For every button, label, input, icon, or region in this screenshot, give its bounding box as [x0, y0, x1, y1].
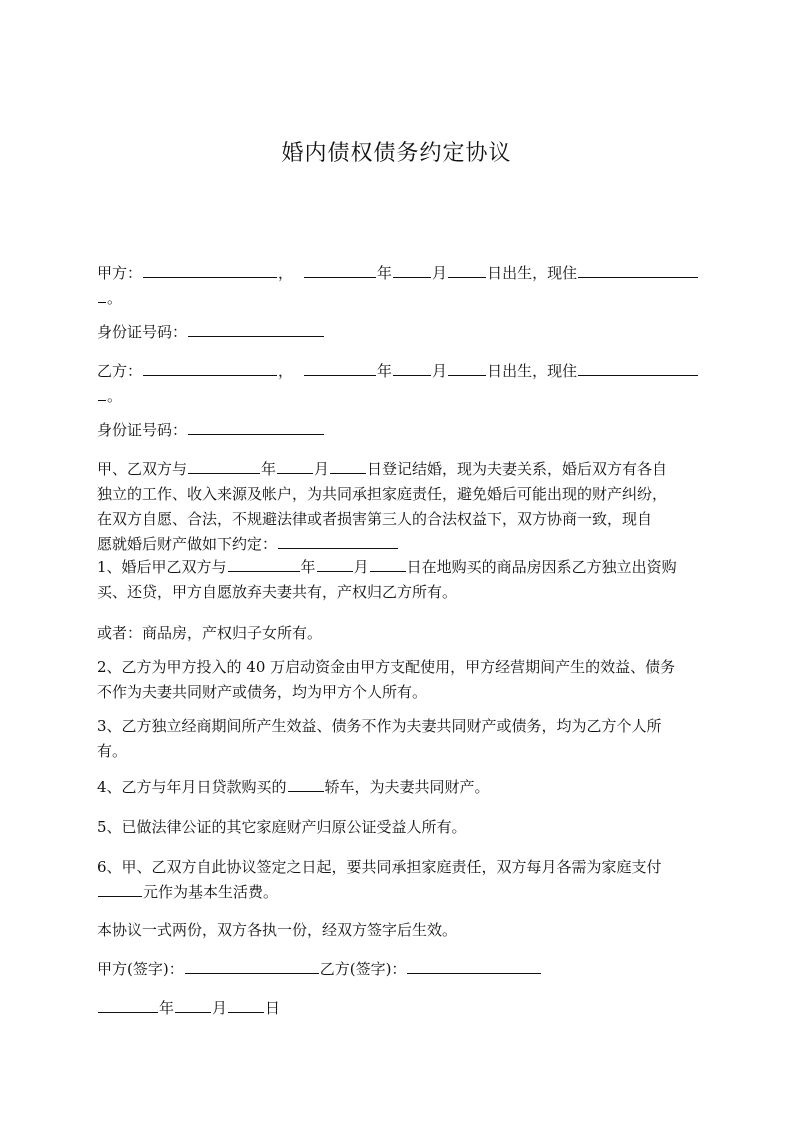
period: 。 [107, 387, 123, 405]
clause-2-line2: 不作为夫妻共同财产或债务，均为甲方个人所有。 [97, 683, 428, 701]
year-text: 年 [300, 558, 316, 576]
month-text: 月 [314, 460, 330, 478]
party-a-address-blank[interactable] [578, 261, 698, 278]
party-b-info [97, 359, 709, 409]
clause-4 [97, 775, 709, 800]
clause-5: 5、已做法律公证的其它家庭财产归原公证受益人所有。 [97, 818, 467, 836]
party-b-name-blank[interactable] [143, 359, 277, 376]
preamble-lead: 甲、乙双方与 [97, 460, 188, 478]
clause-3-line2: 有。 [97, 742, 128, 760]
clause-1-line2: 买、还贷，甲方自愿放弃夫妻共有，产权归乙方所有。 [97, 583, 458, 601]
preamble-line1-rest: 日登记结婚，现为夫妻关系，婚后双方有各自 [367, 460, 668, 478]
document-title: 婚内债权债务约定协议 [281, 141, 512, 166]
purchase-month-blank[interactable] [317, 555, 353, 572]
party-a-label: 甲方： [97, 264, 143, 282]
sign-day-blank[interactable] [228, 996, 264, 1013]
marriage-year-blank[interactable] [188, 457, 260, 474]
period: 。 [107, 289, 123, 307]
party-a-id [97, 320, 709, 345]
party-b-label: 乙方： [97, 362, 143, 380]
purchase-day-blank[interactable] [370, 555, 406, 572]
car-blank[interactable] [288, 775, 324, 792]
day-text: 日 [265, 999, 281, 1017]
party-b-address-blank-cont[interactable] [98, 384, 106, 401]
month-text: 月 [432, 264, 448, 282]
date-line [97, 996, 709, 1021]
year-text: 年 [159, 999, 175, 1017]
clause-2 [97, 655, 709, 705]
month-text: 月 [432, 362, 448, 380]
or-clause: 或者：商品房，产权归子女所有。 [97, 624, 323, 642]
clause-3-line1: 3、乙方独立经商期间所产生效益、债务不作为夫妻共同财产或债务，均为乙方个人所 [97, 717, 662, 735]
clause-3 [97, 714, 709, 764]
preamble [97, 457, 709, 557]
preamble-line2: 独立的工作、收入来源及帐户，为共同承担家庭责任，避免婚后可能出现的财产纠纷， [97, 485, 668, 503]
party-a-id-label: 身份证号码： [97, 323, 188, 341]
marriage-day-blank[interactable] [330, 457, 366, 474]
clause-1-lead: 1、婚后甲乙双方与 [97, 558, 227, 576]
party-a-address-blank-cont[interactable] [98, 286, 106, 303]
effect-clause: 本协议一式两份，双方各执一份，经双方签字后生效。 [97, 921, 458, 939]
clause-6-line1: 6、甲、乙双方自此协议签定之日起，要共同承担家庭责任，双方每月各需为家庭支付 [97, 858, 662, 876]
sign-year-blank[interactable] [98, 996, 158, 1013]
party-a-birth-year-blank[interactable] [304, 261, 376, 278]
comma: ， [278, 264, 294, 282]
party-a-signature-label: 甲方(签字)： [97, 960, 184, 978]
clause-4-lead: 4、乙方与年月日贷款购买的 [97, 778, 287, 796]
marriage-month-blank[interactable] [277, 457, 313, 474]
born-residence-text: 日出生，现住 [487, 264, 578, 282]
purchase-year-blank[interactable] [228, 555, 300, 572]
living-expense-blank[interactable] [98, 880, 142, 897]
clause-2-line1: 2、乙方为甲方投入的 40 万启动资金由甲方支配使用，甲方经营期间产生的效益、债务 [97, 658, 676, 676]
clause-1-line1-rest: 日在地购买的商品房因系乙方独立出资购 [406, 558, 677, 576]
clause-6-line2-rest: 元作为基本生活费。 [143, 883, 279, 901]
clause-1 [97, 555, 709, 605]
born-residence-text: 日出生，现住 [487, 362, 578, 380]
party-a-id-blank[interactable] [188, 320, 324, 337]
party-a-birth-day-blank[interactable] [448, 261, 486, 278]
party-b-birth-year-blank[interactable] [304, 359, 376, 376]
comma: ， [278, 362, 294, 380]
party-a-info [97, 261, 709, 311]
party-b-signature-blank[interactable] [407, 957, 541, 974]
month-text: 月 [353, 558, 369, 576]
year-text: 年 [377, 264, 393, 282]
month-text: 月 [212, 999, 228, 1017]
party-b-id-blank[interactable] [188, 418, 324, 435]
party-b-id-label: 身份证号码： [97, 421, 188, 439]
clause-4-rest: 轿车，为夫妻共同财产。 [324, 778, 490, 796]
signature-line [97, 957, 709, 982]
preamble-line4: 愿就婚后财产做如下约定： [97, 535, 278, 553]
party-b-birth-month-blank[interactable] [393, 359, 431, 376]
clause-6 [97, 855, 709, 905]
party-a-birth-month-blank[interactable] [393, 261, 431, 278]
party-b-address-blank[interactable] [578, 359, 698, 376]
agreement-blank[interactable] [278, 532, 398, 549]
year-text: 年 [261, 460, 277, 478]
party-b-signature-label: 乙方(签字)： [319, 960, 407, 978]
party-b-id [97, 418, 709, 443]
year-text: 年 [377, 362, 393, 380]
party-a-signature-blank[interactable] [185, 957, 319, 974]
party-b-birth-day-blank[interactable] [448, 359, 486, 376]
preamble-line3: 在双方自愿、合法，不规避法律或者损害第三人的合法权益下，双方协商一致，现自 [97, 510, 653, 528]
sign-month-blank[interactable] [175, 996, 211, 1013]
party-a-name-blank[interactable] [143, 261, 277, 278]
